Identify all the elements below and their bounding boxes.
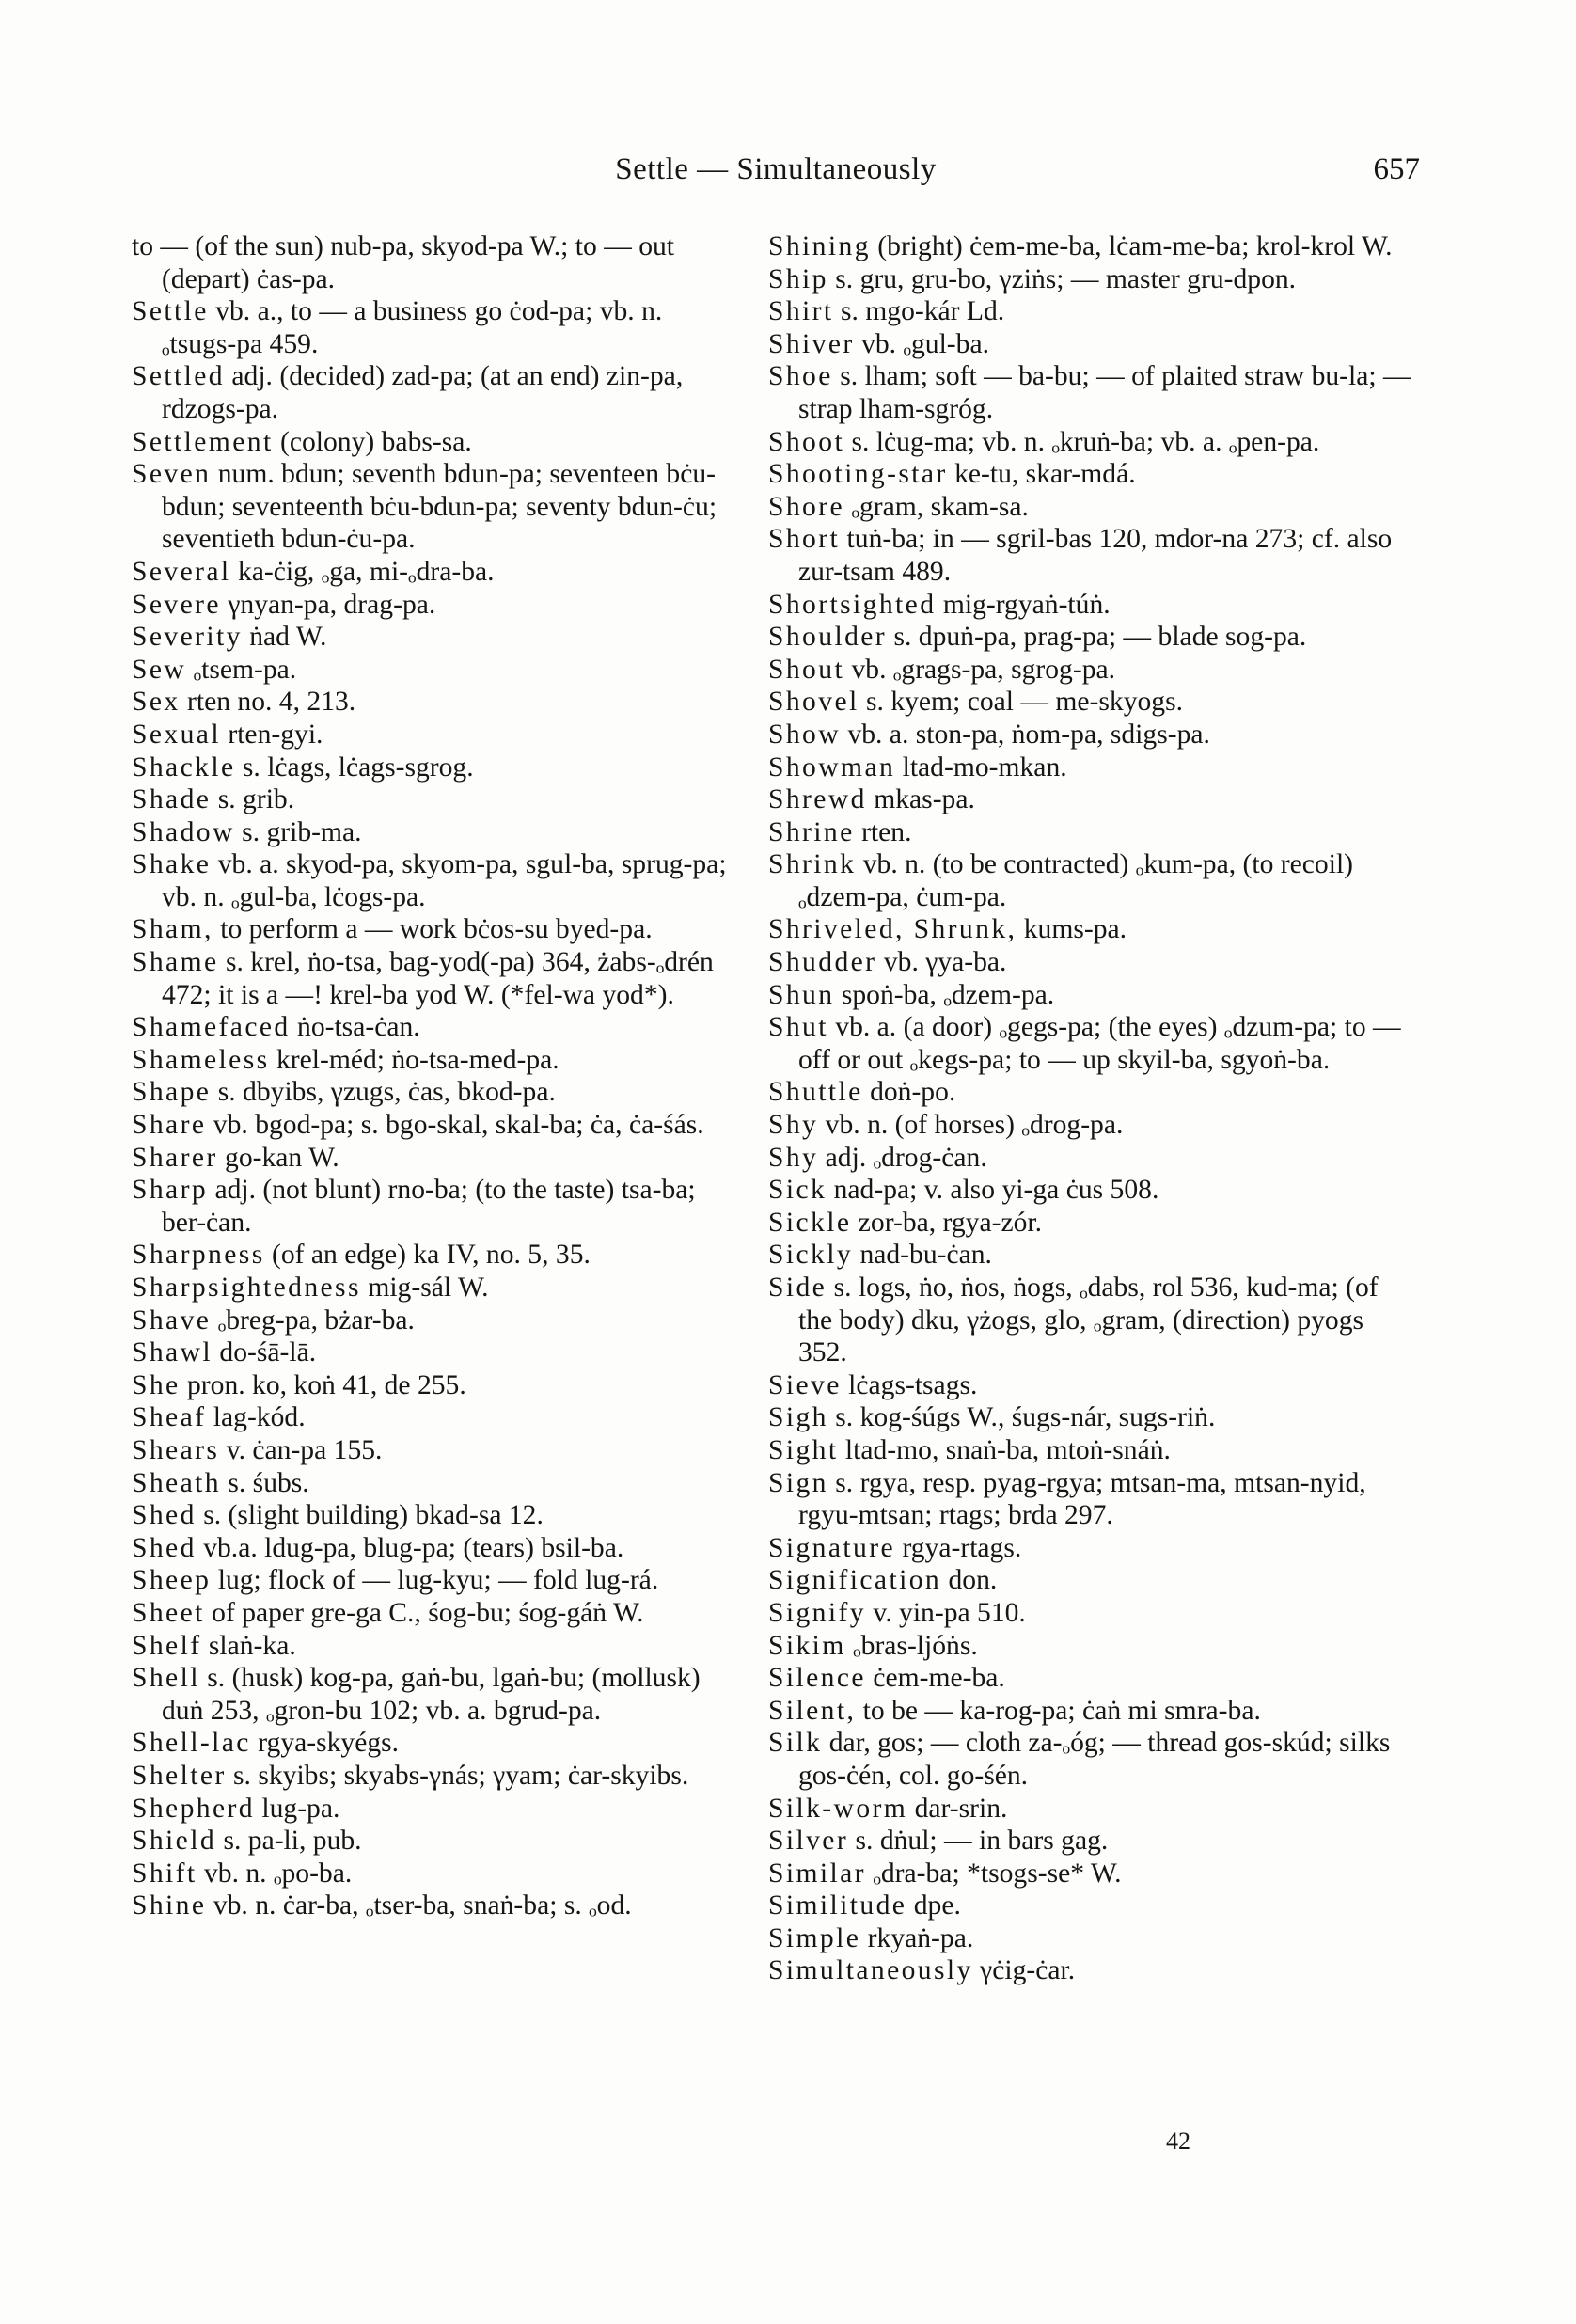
entry-definition: v. yin-pa 510. bbox=[873, 1597, 1026, 1628]
dictionary-entry bbox=[132, 1044, 733, 1077]
dictionary-entry bbox=[768, 1434, 1417, 1467]
dictionary-entry bbox=[768, 1011, 1417, 1076]
dictionary-entry bbox=[132, 751, 733, 784]
dictionary-entry bbox=[132, 1662, 733, 1727]
entry-definition: pron. ko, koṅ 41, de 255. bbox=[187, 1369, 466, 1400]
dictionary-entry bbox=[132, 1532, 733, 1565]
entry-headword: Shelf bbox=[132, 1630, 202, 1661]
entry-headword: Shame bbox=[132, 947, 219, 978]
dictionary-entry bbox=[132, 1858, 733, 1890]
entry-headword: Shepherd bbox=[132, 1793, 255, 1824]
dictionary-entry bbox=[132, 295, 733, 360]
entry-definition: s. kyem; coal — me-skyogs. bbox=[866, 687, 1184, 718]
entry-headword: Signify bbox=[768, 1597, 866, 1628]
entry-headword: Shy bbox=[768, 1110, 819, 1141]
dictionary-entry bbox=[768, 1954, 1417, 1987]
entry-headword: Sham, bbox=[132, 914, 213, 945]
entry-definition: s. lċags, lċags-sgrog. bbox=[242, 751, 474, 783]
right-column bbox=[768, 230, 1417, 1987]
dictionary-entry bbox=[132, 1011, 733, 1044]
left-column bbox=[132, 230, 733, 1922]
entry-definition: num. bdun; seventh bdun-pa; seventeen bċu-bdun; seventeenth bċu-bdun-pa; seventy bdun-ċu; seventieth bdun-ċu-pa. bbox=[162, 459, 717, 555]
entry-headword: Ship bbox=[768, 263, 828, 294]
entry-headword: Shy bbox=[768, 1142, 819, 1173]
entry-definition: ṅo-tsa-ċan. bbox=[297, 1012, 420, 1043]
entry-definition: s. dṅul; — in bars gag. bbox=[855, 1826, 1109, 1857]
dictionary-entry bbox=[768, 1401, 1417, 1434]
entry-definition: ltad-mo-mkan. bbox=[902, 751, 1067, 783]
entry-definition: to — (of the sun) nub-pa, skyod-pa W.; to — out (depart) ċas-pa. bbox=[132, 231, 675, 294]
entry-definition: vb. ₒgrags-pa, sgrog-pa. bbox=[851, 654, 1116, 685]
entry-definition: rten no. 4, 213. bbox=[187, 687, 356, 718]
entry-headword: Sharer bbox=[132, 1142, 218, 1173]
dictionary-entry bbox=[132, 1239, 733, 1272]
dictionary-entry bbox=[132, 458, 733, 556]
entry-definition: vb. a. skyod-pa, skyom-pa, sgul-ba, sprug-pa; vb. n. ₒgul-ba, lċogs-pa. bbox=[162, 849, 727, 912]
entry-headword: Sheet bbox=[132, 1597, 205, 1628]
dictionary-entry bbox=[768, 1727, 1417, 1792]
entry-headword: Sick bbox=[768, 1175, 827, 1206]
dictionary-entry bbox=[132, 654, 733, 687]
entry-definition: ₒbreg-pa, bżar-ba. bbox=[217, 1304, 415, 1336]
entry-definition: do-śā-lā. bbox=[219, 1337, 317, 1368]
dictionary-entry bbox=[132, 1825, 733, 1858]
dictionary-entry bbox=[132, 426, 733, 459]
entry-definition: spoṅ-ba, ₒdzem-pa. bbox=[841, 979, 1055, 1010]
dictionary-entry bbox=[768, 491, 1417, 524]
entry-definition: vb. a. ston-pa, ṅom-pa, sdigs-pa. bbox=[847, 719, 1210, 750]
entry-headword: Shed bbox=[132, 1500, 197, 1531]
dictionary-entry bbox=[768, 686, 1417, 719]
entry-headword: Shrink bbox=[768, 849, 857, 880]
dictionary-entry bbox=[132, 1760, 733, 1793]
entry-definition: s. rgya, resp. pyag-rgya; mtsan-ma, mtsan-nyid, rgyu-mtsan; rtags; brda 297. bbox=[798, 1467, 1366, 1531]
entry-definition: tuṅ-ba; in — sgril-bas 120, mdor-na 273; cf. also zur-tsam 489. bbox=[798, 524, 1393, 587]
entry-definition: slaṅ-ka. bbox=[208, 1630, 296, 1661]
dictionary-entry bbox=[132, 1336, 733, 1369]
entry-headword: Shameless bbox=[132, 1044, 270, 1075]
entry-definition: γnyan-pa, drag-pa. bbox=[228, 589, 436, 620]
entry-definition: go-kan W. bbox=[225, 1142, 339, 1173]
entry-headword: Shuttle bbox=[768, 1077, 863, 1108]
entry-definition: to perform a — work bċos-su byed-pa. bbox=[220, 914, 653, 945]
entry-definition: ṅad W. bbox=[249, 622, 327, 653]
entry-headword: Sharp bbox=[132, 1175, 209, 1206]
entry-headword: Showman bbox=[768, 751, 896, 783]
dictionary-entry bbox=[132, 816, 733, 849]
entry-definition: dpe. bbox=[913, 1890, 961, 1921]
entry-headword: Shadow bbox=[132, 816, 235, 847]
dictionary-entry bbox=[768, 1142, 1417, 1175]
entry-headword: Sheep bbox=[132, 1565, 212, 1596]
entry-definition: s. logs, ṅo, ṅos, ṅogs, ₒdabs, rol 536, kud-ma; (of the body) dku, γżogs, glo, ₒgram, (direction) pyogs 352. bbox=[798, 1273, 1379, 1368]
entry-headword: Sickle bbox=[768, 1207, 852, 1238]
entry-headword: Shut bbox=[768, 1012, 828, 1043]
dictionary-entry bbox=[132, 1499, 733, 1532]
entry-definition: s. skyibs; skyabs-γnás; γyam; ċar-skyibs. bbox=[233, 1760, 689, 1791]
entry-definition: vb. n. (to be contracted) ₒkum-pa, (to recoil) ₒdzem-pa, ċum-pa. bbox=[798, 849, 1354, 912]
dictionary-entry bbox=[132, 230, 733, 295]
dictionary-entry bbox=[768, 1695, 1417, 1728]
entry-definition: ċem-me-ba. bbox=[873, 1663, 1005, 1694]
entry-headword: Shamefaced bbox=[132, 1012, 291, 1043]
entry-definition: to be — ka-rog-pa; ċaṅ mi smra-ba. bbox=[862, 1695, 1261, 1726]
entry-definition: rkyaṅ-pa. bbox=[867, 1922, 974, 1953]
entry-definition: adj. (decided) zad-pa; (at an end) zin-pa, rdzogs-pa. bbox=[162, 361, 684, 424]
entry-headword: Shears bbox=[132, 1434, 220, 1465]
dictionary-entry bbox=[132, 783, 733, 816]
dictionary-entry bbox=[768, 523, 1417, 588]
dictionary-entry bbox=[768, 263, 1417, 296]
dictionary-entry bbox=[768, 1239, 1417, 1272]
entry-definition: ltad-mo, snaṅ-ba, mtoṅ-snáṅ. bbox=[844, 1434, 1171, 1465]
entry-definition: ke-tu, skar-mdá. bbox=[954, 459, 1136, 490]
entry-definition: kums-pa. bbox=[1023, 914, 1127, 945]
entry-headword: Shudder bbox=[768, 947, 877, 978]
entry-definition: vb. ₒgul-ba. bbox=[861, 328, 989, 359]
entry-headword: Several bbox=[132, 556, 231, 587]
dictionary-entry bbox=[768, 654, 1417, 687]
entry-headword: Shooting-star bbox=[768, 459, 948, 490]
entry-definition: nad-bu-ċan. bbox=[859, 1240, 992, 1271]
entry-definition: lag-kód. bbox=[213, 1402, 306, 1433]
entry-headword: Shriveled, Shrunk, bbox=[768, 914, 1017, 945]
entry-definition: s. lham; soft — ba-bu; — of plaited straw bu-la; — strap lham-sgróg. bbox=[798, 361, 1411, 424]
dictionary-entry bbox=[132, 1467, 733, 1500]
entry-headword: Simultaneously bbox=[768, 1955, 973, 1986]
entry-headword: Severity bbox=[132, 622, 243, 653]
entry-headword: Shoot bbox=[768, 426, 845, 457]
entry-headword: Sikim bbox=[768, 1630, 846, 1661]
entry-headword: Shrine bbox=[768, 816, 855, 847]
dictionary-entry bbox=[768, 783, 1417, 816]
dictionary-entry bbox=[132, 1793, 733, 1826]
dictionary-entry bbox=[768, 458, 1417, 491]
dictionary-entry bbox=[132, 1076, 733, 1109]
dictionary-entry bbox=[132, 848, 733, 913]
dictionary-entry bbox=[768, 1922, 1417, 1955]
dictionary-entry bbox=[132, 556, 733, 589]
entry-headword: Shoe bbox=[768, 361, 833, 392]
dictionary-entry bbox=[768, 1369, 1417, 1402]
dictionary-entry bbox=[132, 686, 733, 719]
dictionary-entry bbox=[768, 426, 1417, 459]
dictionary-entry bbox=[768, 1207, 1417, 1240]
entry-headword: Sheaf bbox=[132, 1402, 207, 1433]
dictionary-entry bbox=[132, 946, 733, 1011]
entry-headword: Similitude bbox=[768, 1890, 907, 1921]
entry-headword: Sickly bbox=[768, 1240, 854, 1271]
entry-headword: Shape bbox=[132, 1077, 212, 1108]
dictionary-entry bbox=[768, 1467, 1417, 1532]
entry-headword: Shell-lac bbox=[132, 1728, 251, 1759]
entry-headword: Sharpsightedness bbox=[132, 1273, 361, 1303]
dictionary-entry bbox=[132, 1434, 733, 1467]
dictionary-entry bbox=[768, 1630, 1417, 1663]
entry-headword: Shake bbox=[132, 849, 212, 880]
entry-definition: vb. a., to — a business go ċod-pa; vb. n. ₒtsugs-pa 459. bbox=[162, 296, 663, 359]
entry-definition: s. (slight building) bkad-sa 12. bbox=[203, 1500, 544, 1531]
entry-headword: Shed bbox=[132, 1532, 197, 1563]
entry-definition: of paper gre-ga C., śog-bu; śog-gáṅ W. bbox=[212, 1597, 644, 1628]
entry-headword: Severe bbox=[132, 589, 221, 620]
entry-definition: s. grib. bbox=[217, 784, 295, 815]
dictionary-entry bbox=[768, 1532, 1417, 1565]
entry-headword: Silent, bbox=[768, 1695, 857, 1726]
entry-definition: ₒbras-ljóṅs. bbox=[853, 1630, 978, 1661]
dictionary-entry bbox=[132, 1630, 733, 1663]
entry-headword: Shawl bbox=[132, 1337, 213, 1368]
entry-headword: Shortsighted bbox=[768, 589, 937, 620]
dictionary-entry bbox=[768, 360, 1417, 425]
entry-definition: dar-srin. bbox=[914, 1793, 1008, 1824]
entry-headword: Short bbox=[768, 524, 841, 555]
entry-definition: s. pa-li, pub. bbox=[223, 1826, 362, 1857]
dictionary-entry bbox=[768, 1564, 1417, 1597]
dictionary-entry bbox=[768, 913, 1417, 946]
entry-headword: Similar bbox=[768, 1858, 866, 1889]
entry-definition: s. kog-śúgs W., śugs-nár, sugs-riṅ. bbox=[835, 1402, 1216, 1433]
dictionary-entry bbox=[768, 1076, 1417, 1109]
dictionary-entry bbox=[768, 328, 1417, 361]
dictionary-entry bbox=[132, 913, 733, 946]
entry-definition: adj. ₒdrog-ċan. bbox=[825, 1142, 987, 1173]
entry-headword: Silver bbox=[768, 1826, 849, 1857]
dictionary-entry bbox=[768, 621, 1417, 654]
entry-headword: Shade bbox=[132, 784, 212, 815]
entry-headword: Silk-worm bbox=[768, 1793, 908, 1824]
entry-headword: Shining bbox=[768, 231, 871, 261]
dictionary-entry bbox=[132, 1174, 733, 1239]
dictionary-entry bbox=[768, 1597, 1417, 1630]
dictionary-entry bbox=[132, 719, 733, 751]
entry-definition: lug-pa. bbox=[261, 1793, 340, 1824]
entry-definition: zor-ba, rgya-zór. bbox=[858, 1207, 1043, 1238]
entry-headword: Shiver bbox=[768, 328, 855, 359]
entry-headword: Sheath bbox=[132, 1467, 221, 1498]
entry-definition: dar, gos; — cloth za-ₒóg; — thread gos-skúd; silks gos-ċén, col. go-śén. bbox=[798, 1728, 1391, 1791]
dictionary-entry bbox=[132, 1401, 733, 1434]
entry-headword: Sight bbox=[768, 1434, 839, 1465]
dictionary-entry bbox=[768, 1793, 1417, 1826]
dictionary-entry bbox=[132, 589, 733, 622]
entry-headword: Show bbox=[768, 719, 842, 750]
entry-headword: Sew bbox=[132, 654, 187, 685]
entry-definition: mkas-pa. bbox=[874, 784, 975, 815]
running-head: Settle — Simultaneously bbox=[615, 152, 937, 186]
entry-definition: s. grib-ma. bbox=[242, 816, 362, 847]
entry-definition: doṅ-po. bbox=[870, 1077, 956, 1108]
dictionary-entry bbox=[768, 1272, 1417, 1369]
entry-definition: nad-pa; v. also yi-ga ċus 508. bbox=[833, 1175, 1159, 1206]
entry-headword: Sharpness bbox=[132, 1240, 265, 1271]
dictionary-entry bbox=[132, 621, 733, 654]
dictionary-entry bbox=[132, 1597, 733, 1630]
entry-definition: vb. n. ₒpo-ba. bbox=[203, 1858, 353, 1889]
entry-headword: Shave bbox=[132, 1304, 212, 1336]
entry-headword: Sieve bbox=[768, 1369, 842, 1400]
dictionary-entry bbox=[132, 1369, 733, 1402]
entry-definition: lċags-tsags. bbox=[848, 1369, 978, 1400]
entry-headword: She bbox=[132, 1369, 181, 1400]
entry-headword: Shoulder bbox=[768, 622, 888, 653]
entry-definition: mig-sál W. bbox=[368, 1273, 489, 1303]
entry-headword: Sign bbox=[768, 1467, 828, 1498]
entry-headword: Sex bbox=[132, 687, 181, 718]
entry-headword: Shift bbox=[132, 1858, 197, 1889]
entry-definition: mig-rgyaṅ-túṅ. bbox=[942, 589, 1111, 620]
entry-definition: (colony) babs-sa. bbox=[279, 426, 472, 457]
page-number: 657 bbox=[1373, 152, 1420, 186]
entry-definition: rten. bbox=[861, 816, 912, 847]
entry-headword: Sexual bbox=[132, 719, 221, 750]
entry-headword: Settle bbox=[132, 296, 209, 327]
entry-headword: Seven bbox=[132, 459, 212, 490]
dictionary-entry bbox=[768, 946, 1417, 979]
entry-definition: rgya-rtags. bbox=[902, 1532, 1022, 1563]
dictionary-entry bbox=[768, 816, 1417, 849]
entry-definition: s. śubs. bbox=[228, 1467, 309, 1498]
entry-definition: γċig-ċar. bbox=[980, 1955, 1076, 1986]
entry-definition: adj. (not blunt) rno-ba; (to the taste) tsa-ba; ber-ċan. bbox=[162, 1175, 696, 1238]
entry-definition: vb. n. ċar-ba, ₒtser-ba, snaṅ-ba; s. ₒod. bbox=[213, 1890, 632, 1921]
page-header bbox=[132, 152, 1420, 199]
signature-mark: 42 bbox=[1166, 2127, 1190, 2155]
entry-headword: Shirt bbox=[768, 296, 834, 327]
dictionary-entry bbox=[132, 1304, 733, 1337]
dictionary-entry bbox=[132, 1272, 733, 1304]
entry-headword: Shun bbox=[768, 979, 835, 1010]
dictionary-entry bbox=[768, 1662, 1417, 1695]
dictionary-entry bbox=[132, 1109, 733, 1142]
entry-definition: s. dpuṅ-pa, prag-pa; — blade sog-pa. bbox=[893, 622, 1307, 653]
dictionary-entry bbox=[768, 295, 1417, 328]
dictionary-entry bbox=[132, 1564, 733, 1597]
dictionary-entry bbox=[768, 848, 1417, 913]
entry-definition: rten-gyi. bbox=[228, 719, 323, 750]
entry-definition: vb. a. (a door) ₒgegs-pa; (the eyes) ₒdzum-pa; to — off or out ₒkegs-pa; to — up skyil-ba, sgyoṅ-ba. bbox=[798, 1012, 1401, 1075]
entry-headword: Silence bbox=[768, 1663, 866, 1694]
entry-headword: Shelter bbox=[132, 1760, 227, 1791]
entry-definition: don. bbox=[948, 1565, 998, 1596]
dictionary-entry bbox=[768, 1858, 1417, 1890]
dictionary-entry bbox=[768, 1889, 1417, 1922]
entry-headword: Signification bbox=[768, 1565, 942, 1596]
entry-headword: Shovel bbox=[768, 687, 859, 718]
entry-definition: s. (husk) kog-pa, gaṅ-bu, lgaṅ-bu; (mollusk) duṅ 253, ₒgron-bu 102; vb. a. bgrud-pa. bbox=[162, 1663, 701, 1726]
entry-headword: Share bbox=[132, 1110, 207, 1141]
entry-definition: rgya-skyégs. bbox=[258, 1728, 400, 1759]
entry-definition: ka-ċig, ₒga, mi-ₒdra-ba. bbox=[237, 556, 495, 587]
dictionary-entry bbox=[768, 589, 1417, 622]
entry-definition: vb. γya-ba. bbox=[883, 947, 1007, 978]
entry-headword: Settlement bbox=[132, 426, 274, 457]
dictionary-entry bbox=[768, 719, 1417, 751]
entry-definition: (of an edge) ka IV, no. 5, 35. bbox=[272, 1240, 591, 1271]
entry-headword: Side bbox=[768, 1273, 827, 1303]
entry-definition: lug; flock of — lug-kyu; — fold lug-rá. bbox=[217, 1565, 659, 1596]
dictionary-entry bbox=[768, 1174, 1417, 1207]
entry-definition: s. gru, gru-bo, γziṅs; — master gru-dpon. bbox=[835, 263, 1297, 294]
entry-definition: (bright) ċem-me-ba, lċam-me-ba; krol-krol W. bbox=[877, 231, 1393, 261]
dictionary-entry bbox=[768, 230, 1417, 263]
entry-definition: s. lċug-ma; vb. n. ₒkruṅ-ba; vb. a. ₒpen-pa. bbox=[851, 426, 1320, 457]
entry-headword: Silk bbox=[768, 1728, 823, 1759]
entry-definition: s. mgo-kár Ld. bbox=[840, 296, 1005, 327]
entry-definition: v. ċan-pa 155. bbox=[226, 1434, 383, 1465]
entry-headword: Shore bbox=[768, 491, 845, 522]
entry-headword: Signature bbox=[768, 1532, 896, 1563]
entry-definition: ₒgram, skam-sa. bbox=[851, 491, 1029, 522]
entry-definition: s. dbyibs, γzugs, ċas, bkod-pa. bbox=[217, 1077, 556, 1108]
entry-headword: Simple bbox=[768, 1922, 861, 1953]
entry-headword: Sigh bbox=[768, 1402, 828, 1433]
dictionary-entry bbox=[768, 979, 1417, 1012]
dictionary-entry bbox=[132, 1727, 733, 1760]
entry-headword: Shackle bbox=[132, 751, 236, 783]
entry-definition: vb. bgod-pa; s. bgo-skal, skal-ba; ċa, ċa-śás. bbox=[213, 1110, 704, 1141]
entry-headword: Shout bbox=[768, 654, 845, 685]
entry-headword: Shell bbox=[132, 1663, 200, 1694]
dictionary-entry bbox=[768, 1825, 1417, 1858]
dictionary-entry bbox=[132, 1142, 733, 1175]
entry-definition: ₒtsem-pa. bbox=[193, 654, 297, 685]
dictionary-entry bbox=[132, 360, 733, 425]
entry-headword: Settled bbox=[132, 361, 225, 392]
dictionary-entry bbox=[768, 1109, 1417, 1142]
entry-headword: Shine bbox=[132, 1890, 207, 1921]
entry-definition: vb. n. (of horses) ₒdrog-pa. bbox=[825, 1110, 1124, 1141]
entry-headword: Shield bbox=[132, 1826, 217, 1857]
entry-definition: vb.a. ldug-pa, blug-pa; (tears) bsil-ba. bbox=[203, 1532, 624, 1563]
entry-definition: krel-méd; ṅo-tsa-med-pa. bbox=[276, 1044, 559, 1075]
dictionary-entry bbox=[132, 1889, 733, 1922]
entry-definition: s. krel, ṅo-tsa, bag-yod(-pa) 364, żabs-ₒdrén 472; it is a —! krel-ba yod W. (*fel-wa yod*). bbox=[162, 947, 714, 1010]
entry-headword: Shrewd bbox=[768, 784, 867, 815]
entry-definition: ₒdra-ba; *tsogs-se* W. bbox=[873, 1858, 1122, 1889]
dictionary-entry bbox=[768, 751, 1417, 784]
